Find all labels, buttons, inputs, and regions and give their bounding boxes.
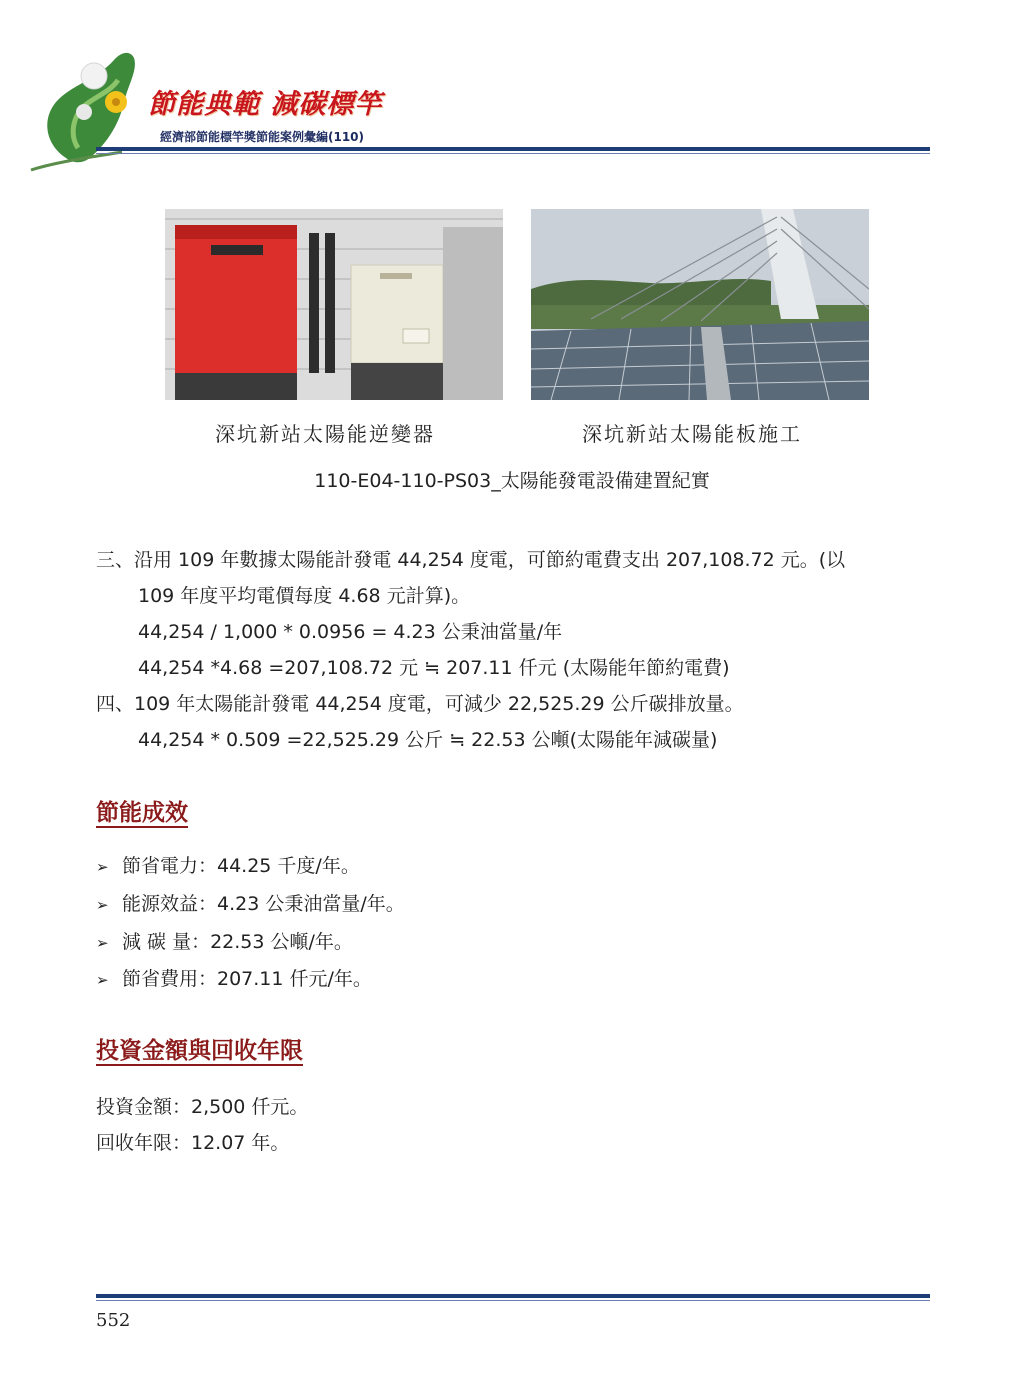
page-number: 552 <box>96 1310 131 1331</box>
bullet-arrow-icon: ➢ <box>96 896 109 914</box>
list-item-text: 節省費用：207.11 仟元/年。 <box>122 968 372 990</box>
figure-title: 110-E04-110-PS03_太陽能發電設備建置紀實 <box>314 470 710 492</box>
investment-amount: 投資金額：2,500 仟元。 <box>96 1096 309 1118</box>
list-item <box>96 851 360 878</box>
list-item-text: 能源效益：4.23 公秉油當量/年。 <box>122 893 405 915</box>
section-heading-savings: 節能成效 <box>96 800 188 826</box>
taiwan-logo-icon <box>26 40 166 180</box>
header-subtitle: 經濟部節能標竿獎節能案例彙編(110) <box>160 130 365 144</box>
body-line: 109 年度平均電價每度 4.68 元計算)。 <box>138 585 471 607</box>
header-rule-thin <box>96 153 930 154</box>
payback-period: 回收年限：12.07 年。 <box>96 1132 290 1154</box>
header-rule <box>96 147 930 151</box>
list-item-text: 節省電力：44.25 千度/年。 <box>122 855 360 877</box>
list-item <box>96 889 405 916</box>
section-heading-investment: 投資金額與回收年限 <box>96 1038 303 1064</box>
bullet-arrow-icon: ➢ <box>96 971 109 989</box>
list-item <box>96 927 353 954</box>
bullet-arrow-icon: ➢ <box>96 934 109 952</box>
list-item-text: 減 碳 量：22.53 公噸/年。 <box>122 931 353 953</box>
footer-rule-thin <box>96 1300 930 1301</box>
body-line: 三、沿用 109 年數據太陽能計發電 44,254 度電，可節約電費支出 207,108.72 元。(以 <box>96 549 846 571</box>
body-line: 四、109 年太陽能計發電 44,254 度電，可減少 22,525.29 公斤碳排放量。 <box>96 693 744 715</box>
footer-rule <box>96 1294 930 1298</box>
header-title: 節能典範 減碳標竿 <box>148 89 383 120</box>
photo-caption-panels: 深坑新站太陽能板施工 <box>582 422 802 446</box>
bullet-arrow-icon: ➢ <box>96 858 109 876</box>
inverter-photo <box>165 209 503 400</box>
photo-caption-inverter: 深坑新站太陽能逆變器 <box>215 422 435 446</box>
body-line: 44,254 * 0.509 =22,525.29 公斤 ≒ 22.53 公噸(太陽能年減碳量) <box>138 729 718 751</box>
body-line: 44,254 / 1,000 * 0.0956 = 4.23 公秉油當量/年 <box>138 621 563 643</box>
list-item <box>96 964 372 991</box>
body-line: 44,254 *4.68 =207,108.72 元 ≒ 207.11 仟元 (太陽能年節約電費) <box>138 657 730 679</box>
solar-panel-photo <box>531 209 869 400</box>
